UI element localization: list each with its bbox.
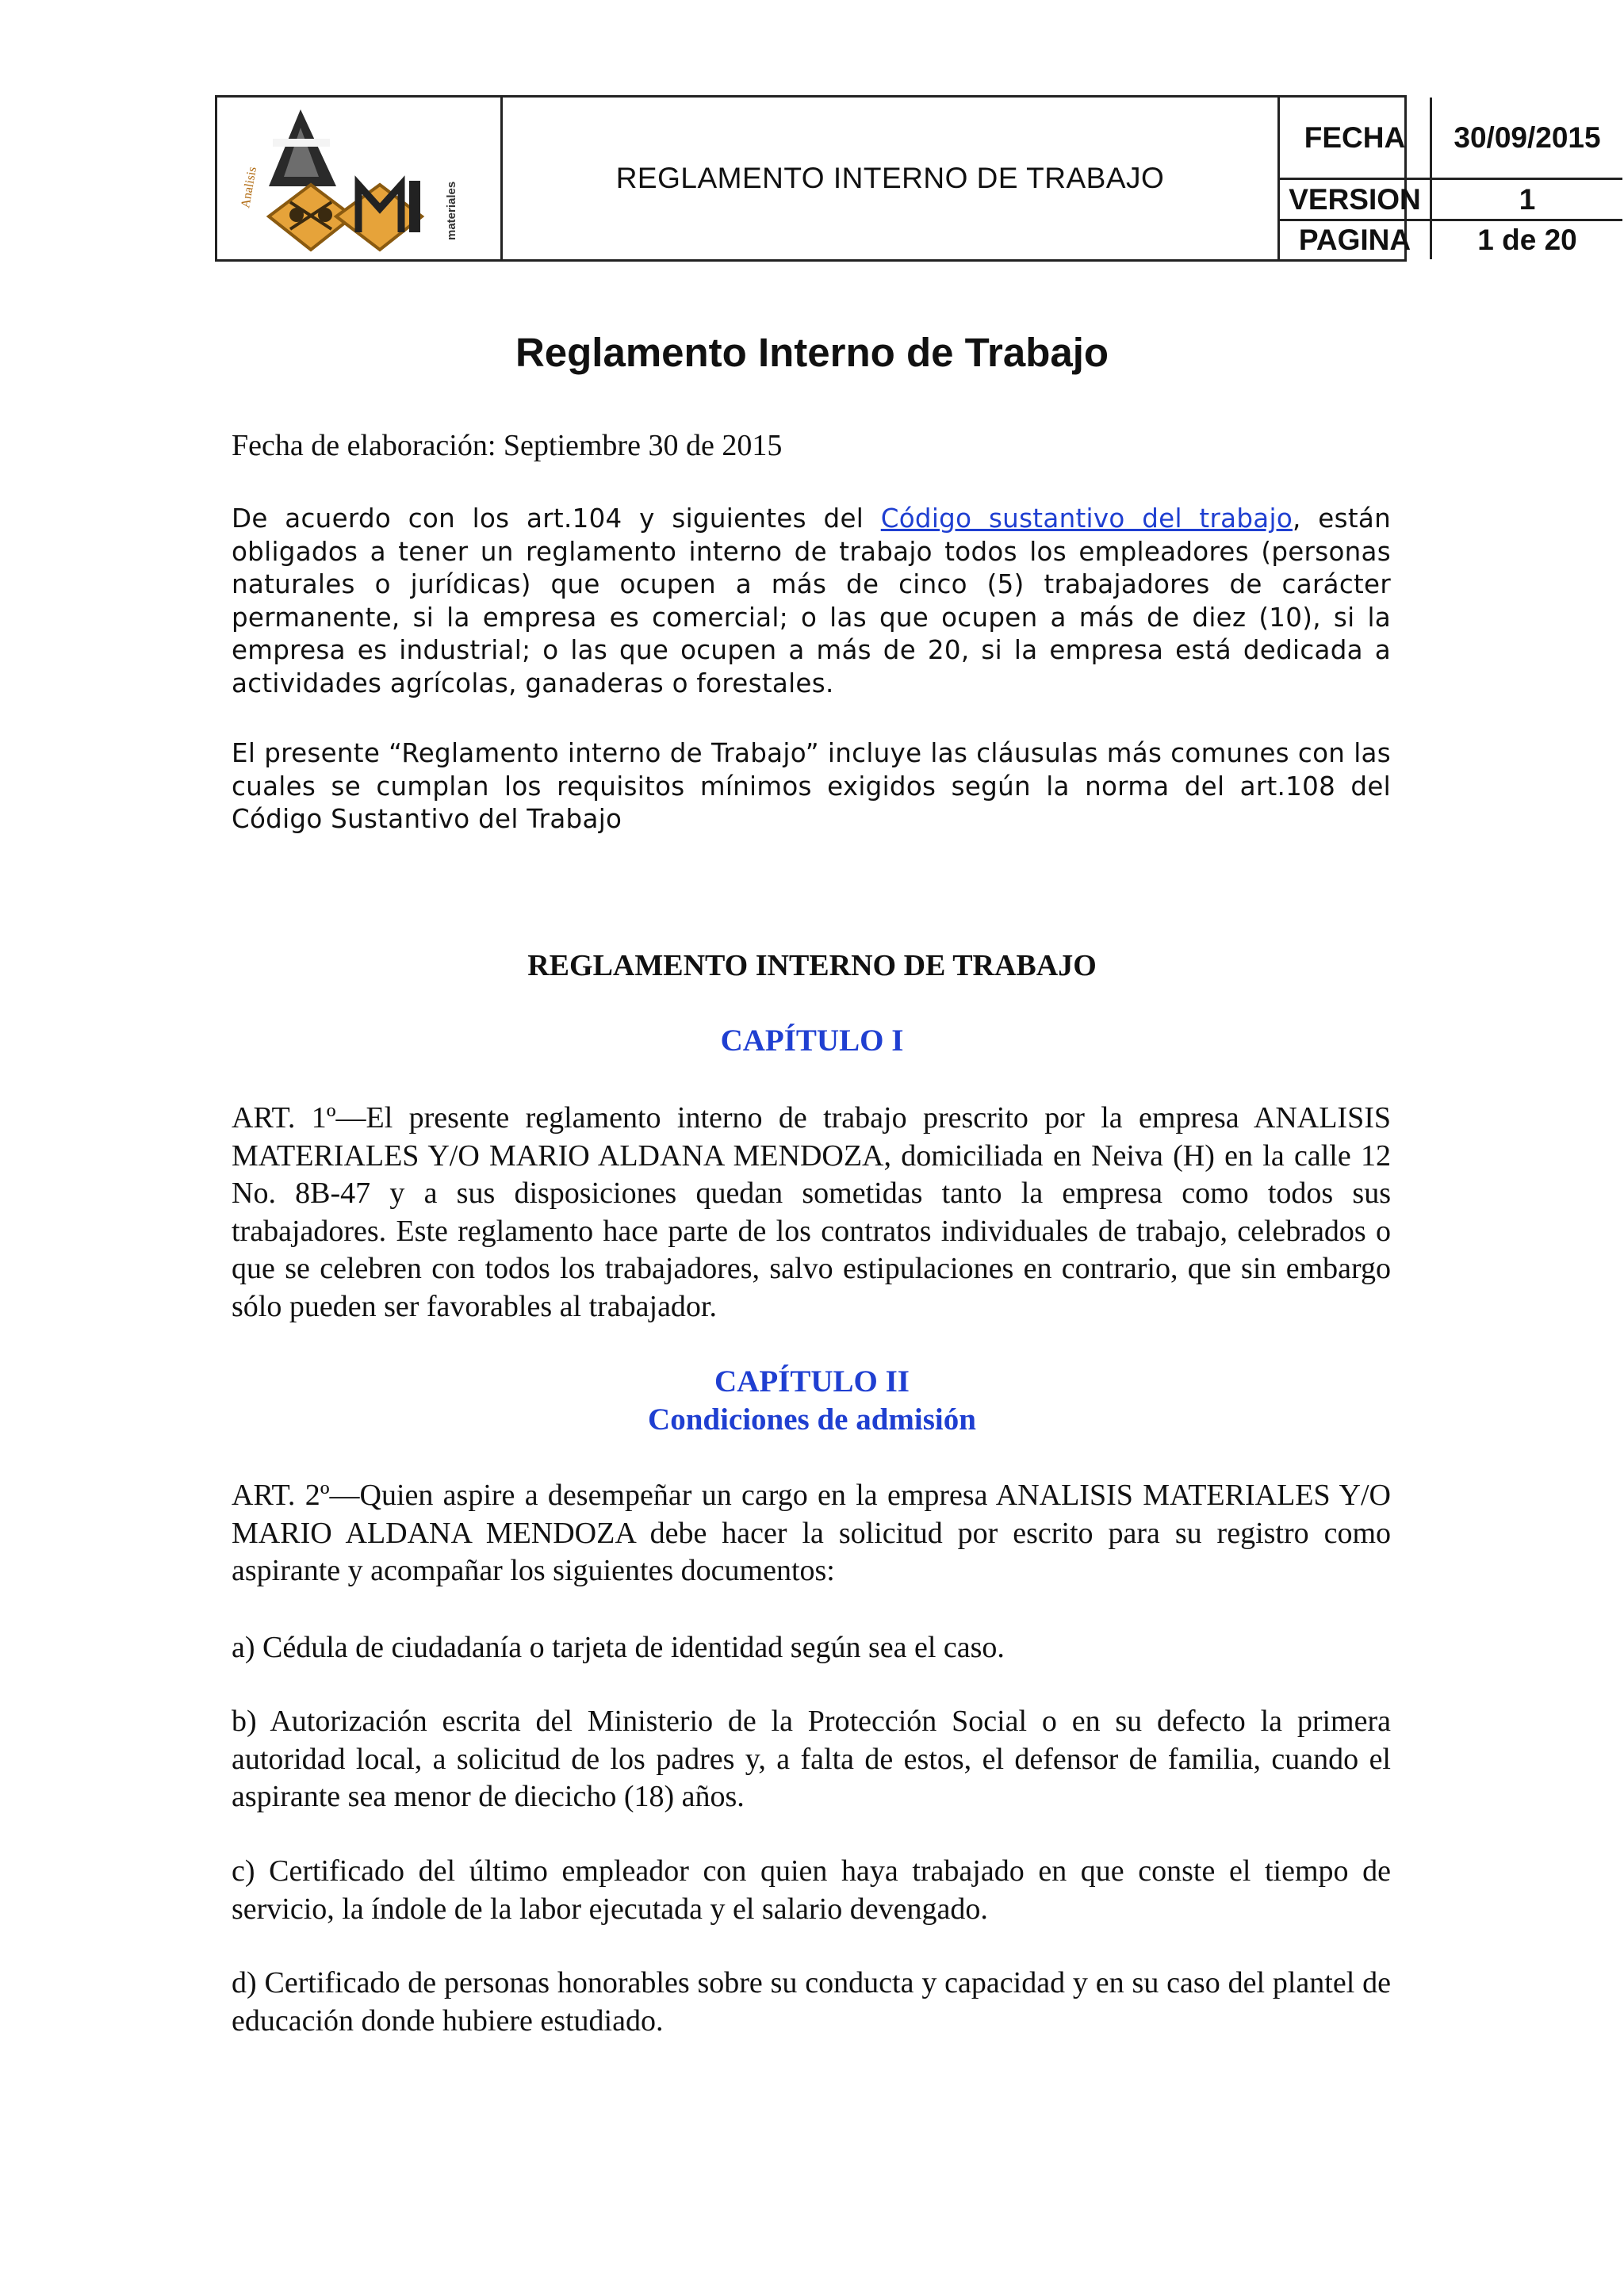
document-header-table	[215, 95, 1601, 262]
section-heading: REGLAMENTO INTERNO DE TRABAJO	[527, 949, 1097, 982]
svg-text:materiales: materiales	[445, 181, 458, 240]
meta-key: PAGINA	[1280, 221, 1432, 259]
meta-value: 30/09/2015	[1454, 121, 1601, 154]
svg-text:Analisis: Analisis	[239, 166, 260, 209]
article-1: ART. 1º—El presente reglamento interno de trabajo prescrito por la empresa ANALISIS MATERIALES Y/O MARIO ALDANA MENDOZA, domiciliada en Neiva (H) en la calle 12 No. 8B-47 y a sus disposiciones quedan sometidas tanto la empresa como todos sus trabajadores. Este reglamento hace parte de los contratos individuales de trabajo, celebrados o que se celebren con todos los trabajadores, salvo estipulaciones en contrario, que sin embargo sólo pueden ser favorables al trabajador.	[232, 1101, 1391, 1323]
company-logo-cell	[217, 98, 503, 259]
meta-key: VERSION	[1280, 180, 1432, 219]
company-logo	[217, 98, 498, 259]
chapter-2-title: CAPÍTULO II	[714, 1364, 910, 1399]
header-meta-table	[1280, 98, 1601, 259]
elaboration-date: Fecha de elaboración: Septiembre 30 de 2015	[232, 429, 783, 462]
meta-value: 1 de 20	[1477, 224, 1577, 256]
intro-text-end: , están obligados a tener un reglamento interno de trabajo todos los empleadores (personas naturales o jurídicas) que ocupen a más de cinco (5) trabajadores de carácter permanente, si la empresa es comercial; o las que ocupen a más de diez (10), si la empresa es industrial; o las que ocupen a más de 20, si la empresa está dedicada a actividades agrícolas, ganaderas o forestales.	[232, 503, 1391, 698]
meta-row-fecha	[1280, 98, 1622, 180]
intro-text-start: De acuerdo con los art.104 y siguientes del	[232, 503, 881, 534]
intro-paragraph	[232, 503, 1391, 700]
list-item: d) Certificado de personas honorables sobre su conducta y capacidad y en su caso del plantel de educación donde hubiere estudiado.	[232, 1966, 1391, 2038]
list-item: a) Cédula de ciudadanía o tarjeta de identidad según sea el caso.	[232, 1631, 1005, 1664]
chapter-2-heading	[0, 1363, 1624, 1439]
chapter-1-heading: CAPÍTULO I	[720, 1024, 904, 1058]
intro-paragraph-2: El presente “Reglamento interno de Trabajo” incluye las cláusulas más comunes con las cuales se cumplan los requisitos mínimos exigidos según la norma del art.108 del Código Sustantivo del Trabajo	[232, 738, 1391, 834]
article-2: ART. 2º—Quien aspire a desempeñar un cargo en la empresa ANALISIS MATERIALES Y/O MARIO ALDANA MENDOZA debe hacer la solicitud por escrito para su registro como aspirante y acompañar los siguientes documentos:	[232, 1479, 1391, 1587]
meta-row-pagina	[1280, 221, 1622, 259]
codigo-sustantivo-link[interactable]: Código sustantivo del trabajo	[880, 503, 1293, 534]
meta-row-version	[1280, 180, 1622, 221]
document-title: Reglamento Interno de Trabajo	[515, 330, 1109, 375]
chapter-2-subtitle: Condiciones de admisión	[648, 1402, 976, 1437]
meta-value: 1	[1519, 182, 1536, 216]
meta-key: FECHA	[1280, 98, 1432, 178]
list-item: b) Autorización escrita del Ministerio de la Protección Social o en su defecto la primera autoridad local, a solicitud de los padres y, a falta de estos, el defensor de familia, cuando el aspirante sea menor de diecicho (18) años.	[232, 1705, 1391, 1813]
header-title: REGLAMENTO INTERNO DE TRABAJO	[503, 98, 1280, 259]
list-item: c) Certificado del último empleador con quien haya trabajado en que conste el tiempo de servicio, la índole de la labor ejecutada y el salario devengado.	[232, 1854, 1391, 1926]
